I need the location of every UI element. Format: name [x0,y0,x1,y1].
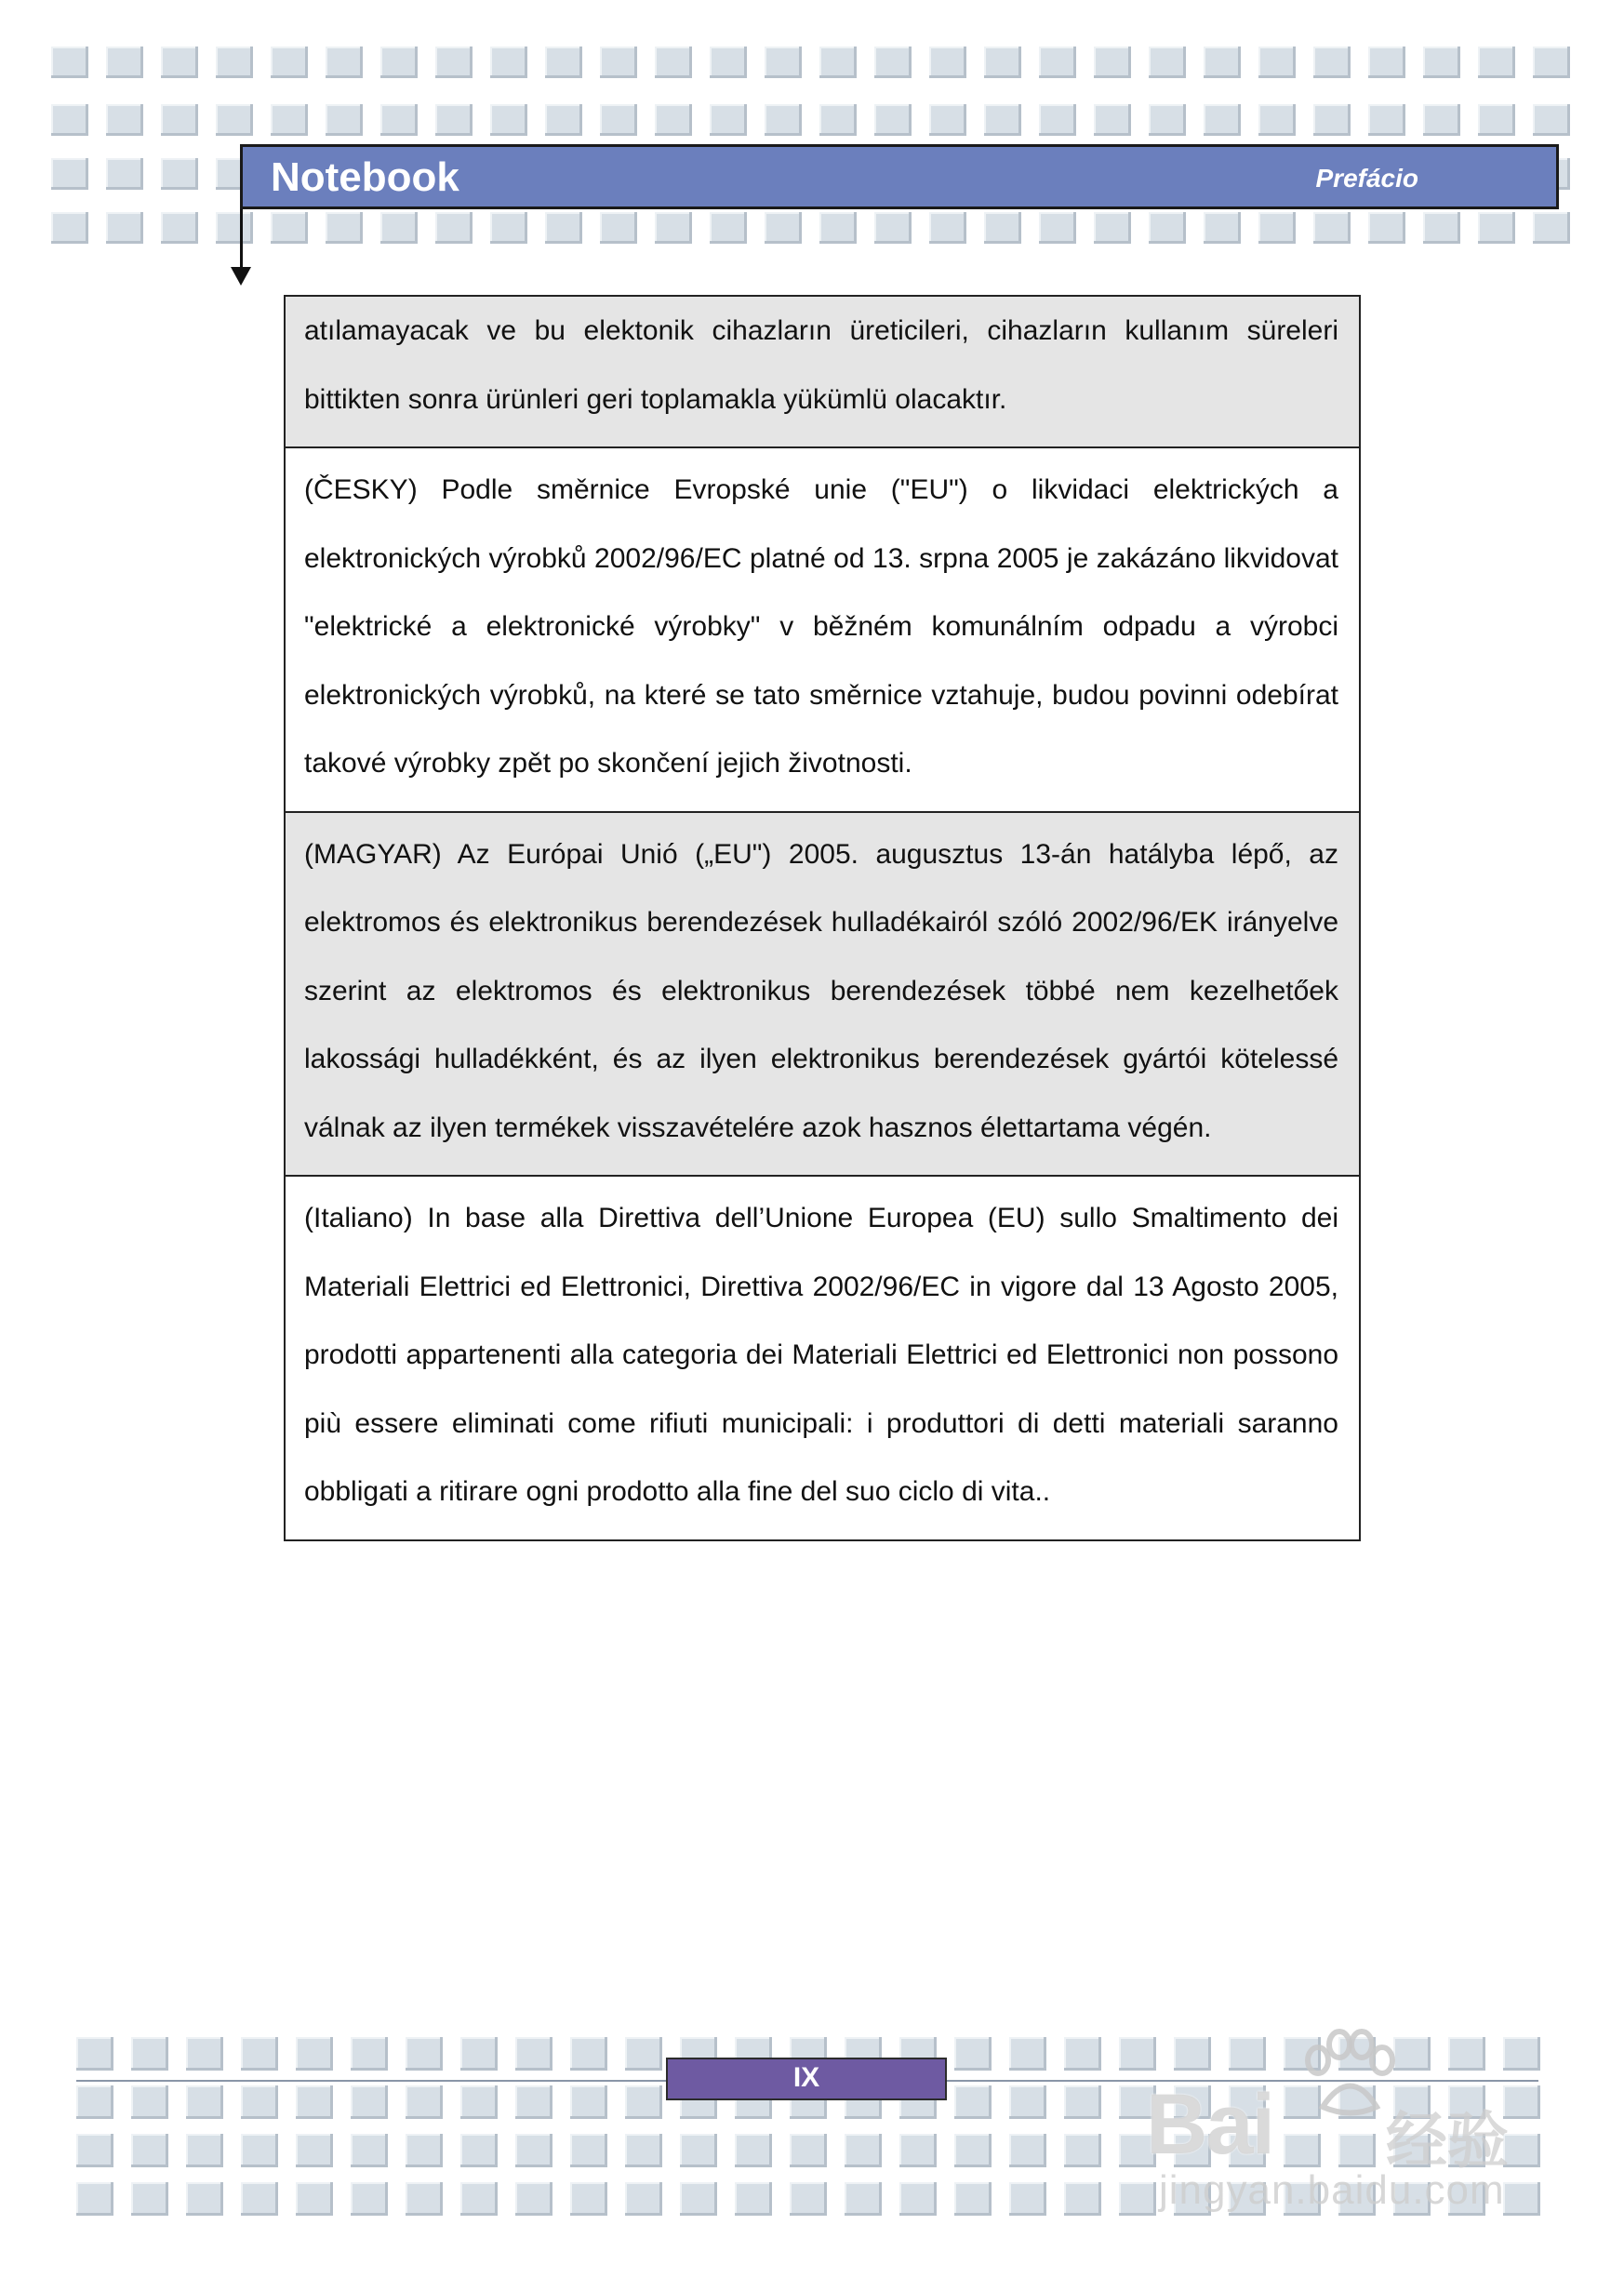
decorative-tile [351,2134,388,2167]
decorative-tile [984,212,1021,244]
decorative-tile [186,2085,223,2119]
decorative-tile [380,212,418,244]
decorative-tile [625,2085,662,2119]
decorative-tile [819,104,857,136]
decorative-tile [1368,104,1405,136]
decorative-tile [460,2182,498,2216]
decorative-tile [954,2134,992,2167]
decorative-tile [1204,104,1241,136]
decorative-tile [765,212,802,244]
decorative-tile [51,47,88,78]
decorative-tile [600,212,637,244]
decorative-tile [161,158,198,190]
decorative-tile [216,104,253,136]
decorative-tile [76,2134,113,2167]
text-block-hungarian: (MAGYAR) Az Európai Unió („EU") 2005. augusztus 13-án hatályba lépő, az elektromos és elektronikus berendezések hulladékairól szóló 2002/96/EK irányelve szerint az elektromos és elektronikus berendezések többé nem kezelhetőek lakossági hulladékként, és az ilyen elektronikus berendezések gyártói kötelessé válnak az ilyen termékek visszavételére azok hasznos élettartama végén. [286,811,1359,1176]
decorative-tile [515,2085,552,2119]
decorative-tile [735,2182,772,2216]
header-bar [240,144,1559,209]
decorative-tile [351,2182,388,2216]
decorative-tile [351,2037,388,2071]
decorative-tile [1423,212,1460,244]
decorative-tile [929,212,966,244]
decorative-tile [570,2085,607,2119]
decorative-tile [710,104,747,136]
decorative-tile [406,2037,443,2071]
decorative-tile [131,2037,168,2071]
decorative-tile [106,104,143,136]
decorative-tile [296,2182,333,2216]
decorative-tile [680,2182,717,2216]
tile-row [51,47,1588,78]
watermark-brand: Bai [1146,2077,1274,2172]
decorative-tile [515,2134,552,2167]
decorative-tile [406,2085,443,2119]
decorative-tile [1533,212,1570,244]
tile-row [51,104,1588,136]
decorative-tile [161,212,198,244]
decorative-tile [51,212,88,244]
decorative-tile [435,212,473,244]
decorative-tile [460,2134,498,2167]
decorative-tile [954,2037,992,2071]
decorative-tile [186,2134,223,2167]
decorative-tile [1368,212,1405,244]
decorative-tile [406,2134,443,2167]
decorative-tile [271,212,308,244]
decorative-tile [1009,2134,1046,2167]
decorative-tile [984,104,1021,136]
decorative-tile [899,2182,937,2216]
decorative-tile [406,2182,443,2216]
decorative-tile [1094,47,1131,78]
decorative-tile [710,47,747,78]
decorative-tile [929,104,966,136]
decorative-tile [929,47,966,78]
decorative-tile [51,104,88,136]
decorative-tile [570,2037,607,2071]
decorative-tile [819,212,857,244]
watermark-brand-cn: 经验 [1386,2105,1509,2177]
decorative-tile [1478,212,1515,244]
decorative-tile [131,2085,168,2119]
decorative-tile [1533,104,1570,136]
decorative-tile [490,104,527,136]
decorative-tile [241,2134,278,2167]
decorative-tile [326,104,363,136]
decorative-tile [271,104,308,136]
paw-icon [1295,2028,1397,2121]
decorative-tile [845,2134,882,2167]
decorative-tile [351,2085,388,2119]
decorative-tile [1009,2085,1046,2119]
decorative-tile [765,104,802,136]
decorative-tile [1064,2134,1101,2167]
decorative-tile [76,2182,113,2216]
decorative-tile [710,212,747,244]
decorative-tile [1313,212,1351,244]
decorative-tile [1064,2085,1101,2119]
decorative-tile [241,2037,278,2071]
decorative-tile [1039,104,1076,136]
decorative-tile [1064,2037,1101,2071]
decorative-tile [790,2182,827,2216]
decorative-tile [1039,212,1076,244]
decorative-tile [326,212,363,244]
decorative-tile [1478,104,1515,136]
header-section-label: Prefácio [1315,164,1418,193]
page-number: IX [792,2062,820,2093]
decorative-tile [1094,212,1131,244]
decorative-tile [570,2134,607,2167]
decorative-tile [1368,47,1405,78]
decorative-tile [874,47,912,78]
decorative-tile [874,104,912,136]
decorative-tile [545,47,582,78]
decorative-tile [954,2182,992,2216]
decorative-tile [545,212,582,244]
decorative-tile [216,212,253,244]
decorative-tile [954,2085,992,2119]
decorative-tile [241,2182,278,2216]
decorative-tile [76,2037,113,2071]
decorative-tile [1064,2182,1101,2216]
arrow-down-icon [231,267,251,286]
decorative-tile [186,2182,223,2216]
decorative-tile [600,104,637,136]
header-connector-line [240,209,243,270]
decorative-tile [296,2134,333,2167]
decorative-tile [131,2134,168,2167]
decorative-tile [1094,104,1131,136]
decorative-tile [1204,212,1241,244]
decorative-tile [1039,47,1076,78]
decorative-tile [899,2134,937,2167]
decorative-tile [1149,212,1186,244]
decorative-tile [106,47,143,78]
decorative-tile [490,212,527,244]
decorative-tile [161,104,198,136]
decorative-tile [51,158,88,190]
decorative-tile [380,47,418,78]
decorative-tile [655,212,692,244]
decorative-tile [819,47,857,78]
header-title: Notebook [271,154,459,200]
decorative-tile [515,2182,552,2216]
decorative-tile [161,47,198,78]
tile-row [51,212,1588,244]
decorative-tile [490,47,527,78]
decorative-tile [271,47,308,78]
content-table [284,295,1361,1541]
decorative-tile [76,2085,113,2119]
decorative-tile [625,2134,662,2167]
decorative-tile [600,47,637,78]
decorative-tile [845,2182,882,2216]
decorative-tile [241,2085,278,2119]
decorative-tile [1258,212,1296,244]
decorative-tile [984,47,1021,78]
decorative-tile [1258,47,1296,78]
decorative-tile [735,2134,772,2167]
decorative-tile [1423,104,1460,136]
decorative-tile [435,104,473,136]
decorative-tile [545,104,582,136]
decorative-tile [1423,47,1460,78]
decorative-tile [460,2085,498,2119]
decorative-tile [655,47,692,78]
decorative-tile [326,47,363,78]
decorative-tile [570,2182,607,2216]
decorative-tile [380,104,418,136]
decorative-tile [460,2037,498,2071]
decorative-tile [1533,47,1570,78]
decorative-tile [1204,47,1241,78]
decorative-tile [1009,2037,1046,2071]
watermark-site: jingyan.baidu.com [1159,2167,1505,2213]
decorative-tile [186,2037,223,2071]
decorative-tile [296,2037,333,2071]
decorative-tile [655,104,692,136]
page-number-box [666,2058,947,2100]
decorative-tile [1478,47,1515,78]
decorative-tile [625,2037,662,2071]
decorative-tile [1149,47,1186,78]
decorative-tile [1009,2182,1046,2216]
text-block-italian: (Italiano) In base alla Direttiva dell’Unione Europea (EU) sullo Smaltimento dei Materiali Elettrici ed Elettronici, Direttiva 2002/96/EC in vigore dal 13 Agosto 2005, prodotti appartenenti alla categoria dei Materiali Elettrici ed Elettronici non possono più essere eliminati come rifiuti municipali: i produttori di detti materiali saranno obbligati a ritirare ogni prodotto alla fine del suo ciclo di vita.. [286,1175,1359,1539]
decorative-tile [765,47,802,78]
decorative-tile [435,47,473,78]
decorative-tile [296,2085,333,2119]
decorative-tile [515,2037,552,2071]
watermark [1146,2028,1564,2214]
decorative-tile [106,158,143,190]
decorative-tile [1258,104,1296,136]
decorative-tile [874,212,912,244]
decorative-tile [1313,47,1351,78]
decorative-tile [106,212,143,244]
decorative-tile [1149,104,1186,136]
decorative-tile [216,47,253,78]
decorative-tile [680,2134,717,2167]
decorative-tile [1313,104,1351,136]
decorative-tile [625,2182,662,2216]
text-block-turkish: atılamayacak ve bu elektonik cihazların üreticileri, cihazların kullanım süreleri bittikten sonra ürünleri geri toplamakla yükümlü olacaktır. [286,297,1359,446]
decorative-tile [131,2182,168,2216]
text-block-czech: (ČESKY) Podle směrnice Evropské unie ("EU") o likvidaci elektrických a elektronických výrobků 2002/96/EC platné od 13. srpna 2005 je zakázáno likvidovat "elektrické a elektronické výrobky" v běžném komunálním odpadu a výrobci elektronických výrobků, na které se tato směrnice vztahuje, budou povinni odebírat takové výrobky zpět po skončení jejich životnosti. [286,446,1359,811]
decorative-tile [790,2134,827,2167]
